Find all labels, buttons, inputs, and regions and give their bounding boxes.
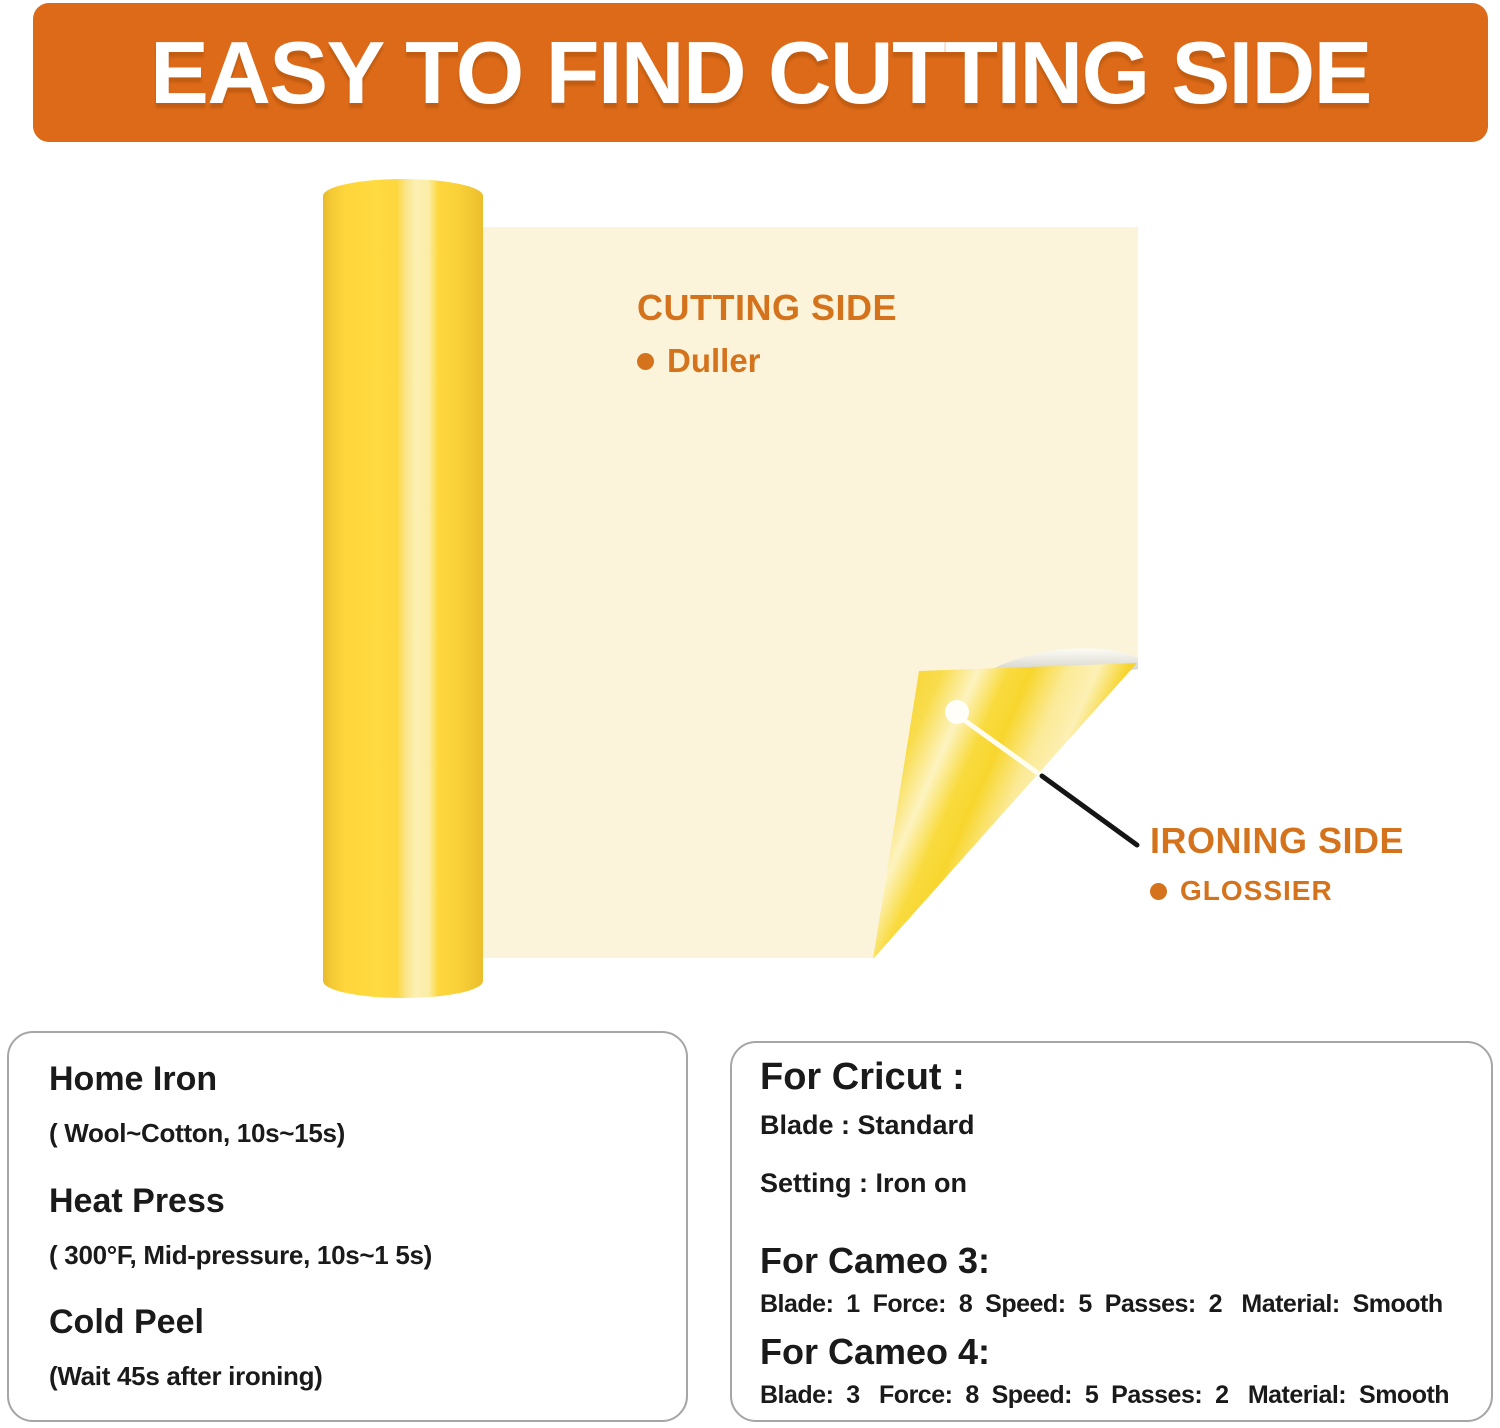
cameo3-settings-row: Blade: 1 Force: 8 Speed: 5 Passes: 2 Material: Smooth [760, 1289, 1443, 1318]
cricut-blade-line: Blade : Standard [760, 1109, 975, 1140]
callout-line-black [1042, 776, 1137, 845]
item-detail: ( Wool~Cotton, 10s~15s) [49, 1117, 346, 1148]
cutting-side-bullet-row [637, 342, 897, 380]
ironing-side-bullet-row [1150, 875, 1404, 907]
list-item [49, 1059, 656, 1149]
cameo3-heading: For Cameo 3: [760, 1240, 991, 1282]
cricut-setting-line: Setting : Iron on [760, 1167, 967, 1198]
list-item [49, 1302, 656, 1392]
cutting-side-note: Duller [667, 342, 761, 379]
machine-settings-panel [730, 1041, 1493, 1422]
vinyl-roll [323, 179, 483, 998]
banner-title: EASY TO FIND CUTTING SIDE [150, 22, 1371, 122]
callout-dot [945, 700, 969, 724]
heat-settings-panel [7, 1031, 688, 1422]
bullet-dot-icon [1150, 883, 1167, 900]
ironing-side-title: IRONING SIDE [1150, 820, 1405, 861]
list-item [49, 1181, 656, 1271]
cutting-side-label [637, 287, 897, 380]
ironing-side-note: GLOSSIER [1180, 875, 1333, 906]
item-heading: Home Iron [49, 1060, 218, 1098]
item-heading: Heat Press [49, 1181, 225, 1220]
item-heading: Cold Peel [49, 1302, 204, 1341]
cricut-heading: For Cricut : [760, 1056, 965, 1098]
ironing-side-label [1150, 820, 1404, 907]
cameo4-heading: For Cameo 4: [760, 1330, 991, 1372]
bullet-dot-icon [637, 353, 654, 370]
cutting-side-title: CUTTING SIDE [637, 287, 898, 328]
item-detail: ( 300°F, Mid-pressure, 10s~1 5s) [49, 1239, 433, 1270]
cameo4-settings-row: Blade: 3 Force: 8 Speed: 5 Passes: 2 Material: Smooth [760, 1380, 1450, 1409]
item-detail: (Wait 45s after ironing) [49, 1360, 323, 1391]
